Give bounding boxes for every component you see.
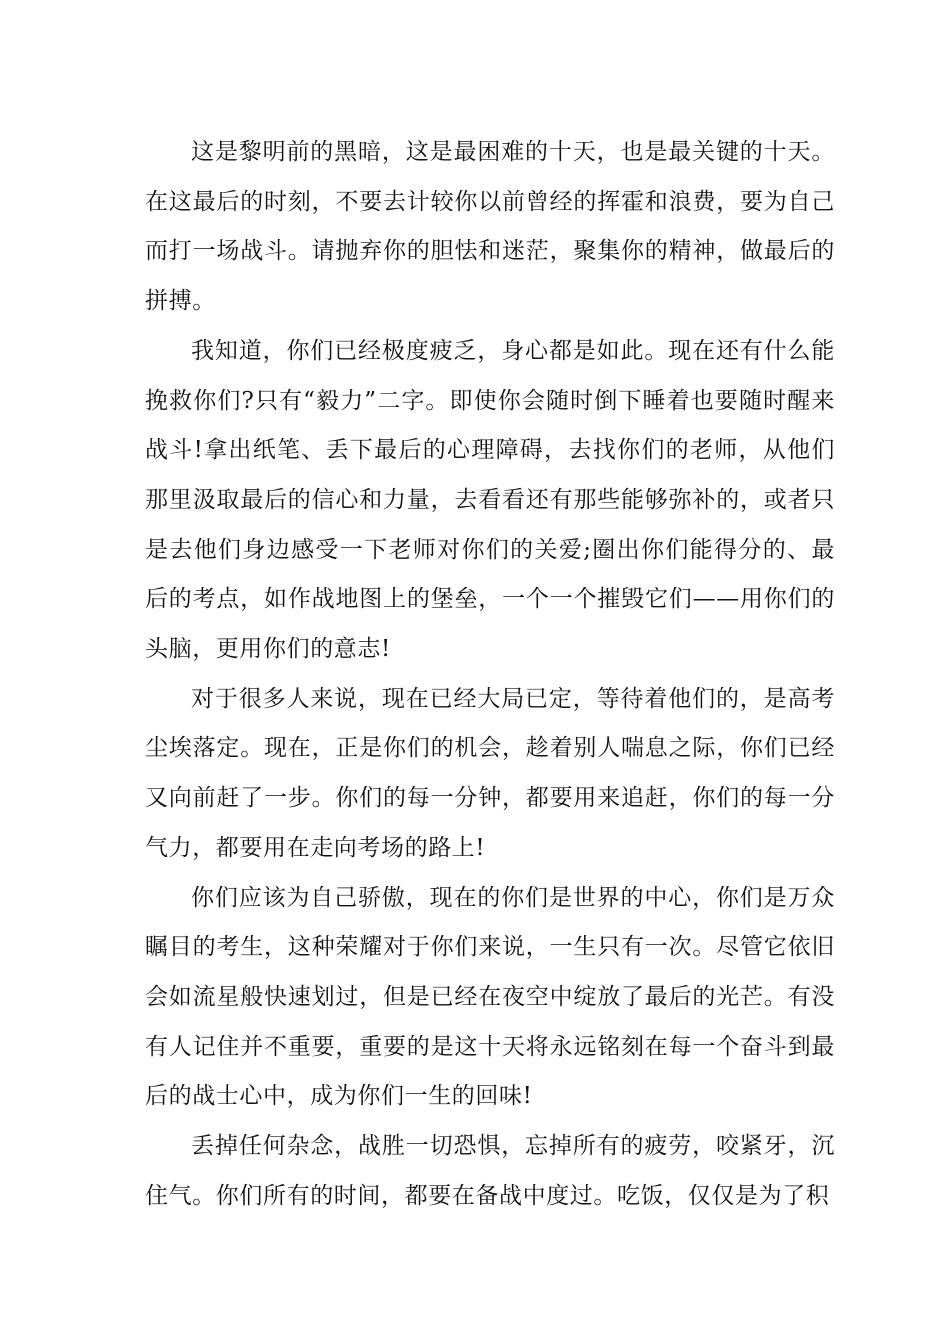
paragraph-5: 丢掉任何杂念，战胜一切恐惧，忘掉所有的疲劳，咬紧牙，沉住气。你们所有的时间，都要在备战中度过。吃饭，仅仅是为了积 <box>145 1133 835 1209</box>
paragraph-3: 对于很多人来说，现在已经大局已定，等待着他们的，是高考尘埃落定。现在，正是你们的机会，趁着别人喘息之际，你们已经又向前赶了一步。你们的每一分钟，都要用来追赶，你们的每一分气力，都要用在走向考场的路上! <box>145 685 835 861</box>
paragraph-1: 这是黎明前的黑暗，这是最困难的十天，也是最关键的十天。在这最后的时刻，不要去计较你以前曾经的挥霍和浪费，要为自己而打一场战斗。请抛弃你的胆怯和迷茫，聚集你的精神，做最后的拼搏。 <box>145 139 835 315</box>
paragraph-2: 我知道，你们已经极度疲乏，身心都是如此。现在还有什么能挽救你们?只有“毅力”二字。即使你会随时倒下睡着也要随时醒来战斗!拿出纸笔、丢下最后的心理障碍，去找你们的老师，从他们那里汲取最后的信心和力量，去看看还有那些能够弥补的，或者只是去他们身边感受一下老师对你们的关爱;圈出你们能得分的、最后的考点，如作战地图上的堡垒，一个一个摧毁它们——用你们的头脑，更用你们的意志! <box>145 337 835 663</box>
body-text <box>145 128 835 1221</box>
paragraph-4: 你们应该为自己骄傲，现在的你们是世界的中心，你们是万众瞩目的考生，这种荣耀对于你们来说，一生只有一次。尽管它依旧会如流星般快速划过，但是已经在夜空中绽放了最后的光芒。有没有人记住并不重要，重要的是这十天将永远铭刻在每一个奋斗到最后的战士心中，成为你们一生的回味! <box>145 884 835 1110</box>
